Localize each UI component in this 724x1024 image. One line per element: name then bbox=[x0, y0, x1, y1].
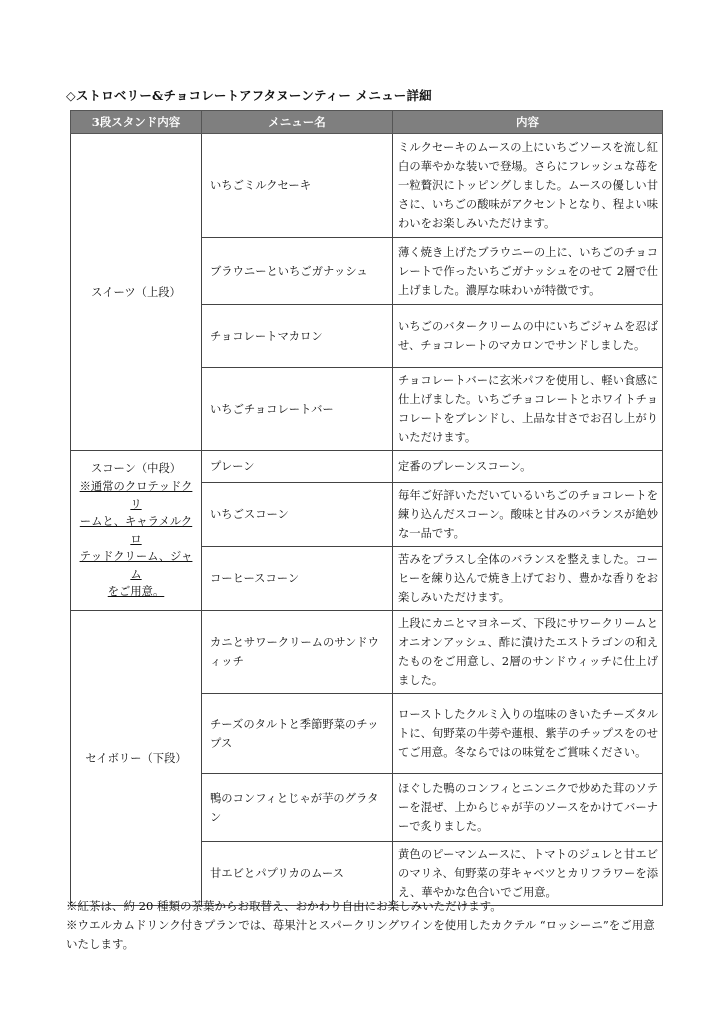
menu-table bbox=[70, 110, 663, 906]
menu-item-name: いちごチョコレートバー bbox=[202, 368, 393, 451]
footnote-tea: ※紅茶は、約 20 種類の茶葉からお取替え、おかわり自由にお楽しみいただけます。 bbox=[66, 899, 502, 913]
menu-item-desc: 毎年ご好評いただいているいちごのチョコレートを練り込んだスコーン。酸味と甘みのバランスが絶妙な一品です。 bbox=[393, 483, 663, 547]
table-row bbox=[71, 451, 663, 483]
menu-item-name: ブラウニーといちごガナッシュ bbox=[202, 238, 393, 305]
menu-item-name: いちごミルクセーキ bbox=[202, 134, 393, 238]
category-note-line: ームと、キャラメルクロ bbox=[79, 515, 193, 546]
table-header-row bbox=[71, 111, 663, 134]
menu-item-name: チョコレートマカロン bbox=[202, 305, 393, 368]
menu-item-name: プレーン bbox=[202, 451, 393, 483]
table-row bbox=[71, 611, 663, 694]
menu-item-name: 鴨のコンフィとじゃが芋のグラタン bbox=[202, 774, 393, 842]
menu-item-desc: 上段にカニとマヨネーズ、下段にサワークリームとオニオンアッシュ、酢に漬けたエストラゴンの和えたものをご用意し、2層のサンドウィッチに仕上げました。 bbox=[393, 611, 663, 694]
menu-item-desc: 薄く焼き上げたブラウニーの上に、いちごのチョコレートで作ったいちごガナッシュをのせて 2層で仕上げました。濃厚な味わいが特徴です。 bbox=[393, 238, 663, 305]
menu-item-desc: いちごのバタークリームの中にいちごジャムを忍ばせ、チョコレートのマカロンでサンドしました。 bbox=[393, 305, 663, 368]
category-scones bbox=[71, 451, 202, 611]
footnotes bbox=[66, 897, 662, 954]
category-note-line: ※通常のクロテッドクリ bbox=[79, 480, 193, 511]
header-content: 内容 bbox=[393, 111, 663, 134]
menu-item-desc: ミルクセーキのムースの上にいちごソースを流し紅白の華やかな装いで登場。さらにフレッシュな苺を一粒贅沢にトッピングしました。ムースの優しい甘さに、いちごの酸味がアクセントとなり、程よい味わいをお楽しみいただけます。 bbox=[393, 134, 663, 238]
category-note-line: をご用意。 bbox=[107, 585, 165, 599]
menu-item-desc: 黄色のピーマンムースに、トマトのジュレと甘エビのマリネ、旬野菜の芽キャベツとカリフラワーを添え、華やかな色合いでご用意。 bbox=[393, 842, 663, 906]
menu-item-name: コーヒースコーン bbox=[202, 547, 393, 611]
header-menu-name: メニュー名 bbox=[202, 111, 393, 134]
menu-item-desc: チョコレートバーに玄米パフを使用し、軽い食感に仕上げました。いちごチョコレートとホワイトチョコレートをブレンドし、上品な甘さでお召し上がりいただけます。 bbox=[393, 368, 663, 451]
menu-item-name: カニとサワークリームのサンドウィッチ bbox=[202, 611, 393, 694]
header-tier: 3段スタンド内容 bbox=[71, 111, 202, 134]
menu-item-desc: ローストしたクルミ入りの塩味のきいたチーズタルトに、旬野菜の牛蒡や蓮根、紫芋のチップスをのせてご用意。冬ならではの味覚をご賞味ください。 bbox=[393, 694, 663, 774]
category-sweets bbox=[71, 134, 202, 451]
category-note-line: テッドクリーム、ジャム bbox=[79, 550, 193, 581]
menu-item-desc: 定番のプレーンスコーン。 bbox=[393, 451, 663, 483]
category-label: スコーン（中段） bbox=[90, 462, 182, 476]
category-label: セイボリー（下段） bbox=[85, 751, 187, 765]
category-label: スイーツ（上段） bbox=[91, 285, 181, 299]
page-title: ◇ストロベリー&チョコレートアフタヌーンティー メニュー詳細 bbox=[66, 88, 432, 103]
menu-item-name: いちごスコーン bbox=[202, 483, 393, 547]
menu-item-name: チーズのタルトと季節野菜のチップス bbox=[202, 694, 393, 774]
category-savory bbox=[71, 611, 202, 906]
menu-item-name: 甘エビとパプリカのムース bbox=[202, 842, 393, 906]
table-row bbox=[71, 134, 663, 238]
footnote-welcome-drink: ※ウエルカムドリンク付きプランでは、苺果汁とスパークリングワインを使用したカクテル “ロッシーニ”をご用意いたします。 bbox=[66, 918, 655, 951]
menu-item-desc: ほぐした鴨のコンフィとニンニクで炒めた茸のソテーを混ぜ、上からじゃが芋のソースをかけてバーナーで炙りました。 bbox=[393, 774, 663, 842]
menu-item-desc: 苦みをプラスし全体のバランスを整えました。コーヒーを練り込んで焼き上げており、豊かな香りをお楽しみいただけます。 bbox=[393, 547, 663, 611]
